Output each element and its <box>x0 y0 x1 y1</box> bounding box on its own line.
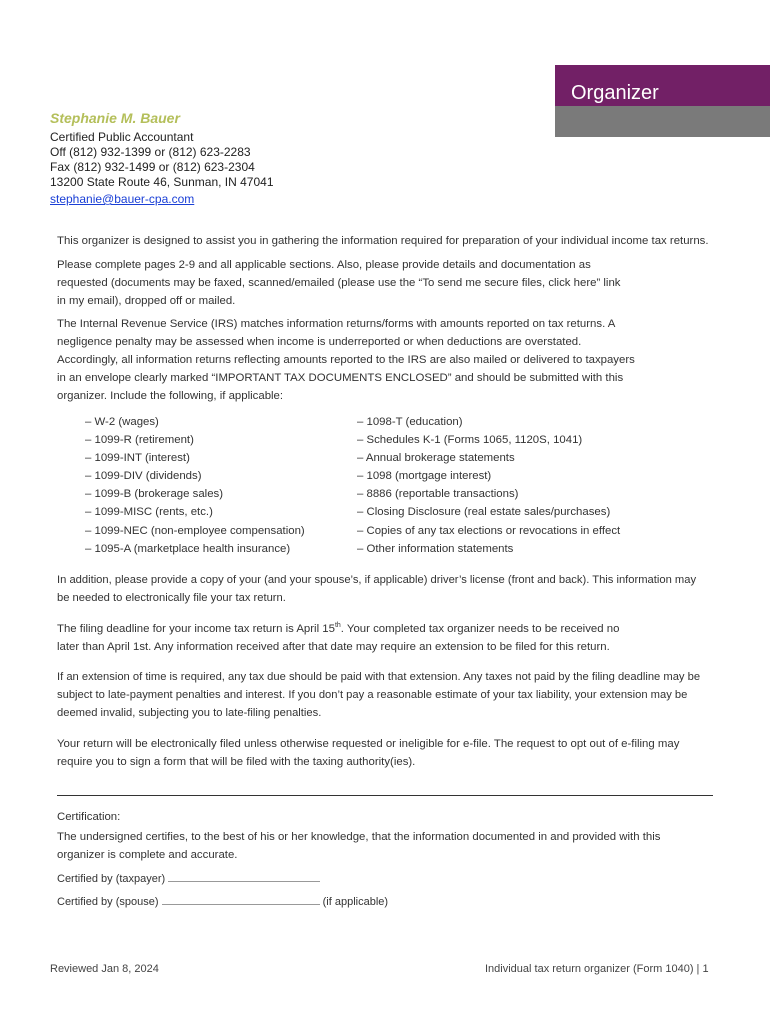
firm-name: Stephanie M. Bauer <box>50 110 180 126</box>
firm-info <box>50 110 530 208</box>
certification-line: The undersigned certifies, to the best of his or her knowledge, that the information documented in and provided with this <box>57 831 661 843</box>
irs-line: The Internal Revenue Service (IRS) matches information returns/forms with amounts reported on tax returns. A <box>57 318 616 330</box>
list-item: – 1098-T (education) <box>357 416 463 428</box>
deadline-paragraph <box>57 620 619 656</box>
list-item: – 1099-B (brokerage sales) <box>85 488 224 501</box>
list-item: – Other information statements <box>357 542 514 555</box>
banner-band <box>555 106 770 137</box>
spouse-label: Certified by (spouse) <box>57 896 159 908</box>
taxpayer-signature-row <box>57 870 660 888</box>
extension-line: If an extension of time is required, any tax due should be paid with that extension. Any taxes not paid by the filing deadline may be <box>57 671 701 683</box>
forms-list-right <box>357 413 620 558</box>
list-item: – Annual brokerage statements <box>357 452 515 465</box>
taxpayer-signature-line[interactable] <box>168 881 320 882</box>
spouse-suffix: (if applicable) <box>322 896 389 908</box>
list-item: – Copies of any tax elections or revocations in effect <box>357 524 621 537</box>
license-line: In addition, please provide a copy of your (and your spouse’s, if applicable) driver’s license (front and back). This information may <box>57 574 697 586</box>
license-line: be needed to electronically file your tax return. <box>57 592 286 604</box>
email-link[interactable]: stephanie@bauer-cpa.com <box>50 192 195 206</box>
list-item: – 1095-A (marketplace health insurance) <box>85 542 291 555</box>
efile-line: require you to sign a form that will be filed with the taxing authority(ies). <box>57 756 416 768</box>
fax-number: Fax (812) 932-1499 or (812) 623-2304 <box>50 160 255 174</box>
efile-paragraph <box>57 735 679 771</box>
section-divider <box>57 795 713 796</box>
page-label: Individual tax return organizer (Form 1040) | 1 <box>485 963 709 975</box>
firm-address: 13200 State Route 46, Sunman, IN 47041 <box>50 175 274 189</box>
intro-paragraph: This organizer is designed to assist you in gathering the information required for preparation of your individual income tax returns. <box>57 235 709 247</box>
list-item: – Closing Disclosure (real estate sales/purchases) <box>357 506 611 519</box>
irs-line: in an envelope clearly marked “IMPORTANT TAX DOCUMENTS ENCLOSED” and should be submitted with this <box>57 372 624 384</box>
spouse-signature-line[interactable] <box>162 904 320 905</box>
instructions-line: requested (documents may be faxed, scanned/emailed (please use the “To send me secure files, click here” link <box>57 277 621 289</box>
list-item: – 1099-MISC (rents, etc.) <box>85 506 213 519</box>
extension-paragraph <box>57 668 700 722</box>
irs-line: negligence penalty may be assessed when income is underreported or when deductions are overstated. <box>57 336 582 348</box>
deadline-line: The filing deadline for your income tax return is April 15th. Your completed tax organizer needs to be received no <box>57 622 620 635</box>
extension-line: deemed invalid, subjecting you to late-filing penalties. <box>57 707 322 719</box>
taxpayer-label: Certified by (taxpayer) <box>57 873 166 885</box>
organizer-banner <box>555 65 770 137</box>
irs-line: Accordingly, all information returns reflecting amounts reported to the IRS are also mailed or delivered to taxpayers <box>57 354 635 366</box>
extension-line: subject to late-payment penalties and interest. If you don’t pay a reasonable estimate of your tax liability, your extension may be <box>57 689 688 701</box>
certification-line: organizer is complete and accurate. <box>57 849 238 861</box>
list-item: – W-2 (wages) <box>85 416 159 428</box>
certification-heading: Certification: <box>57 811 121 823</box>
irs-line: organizer. Include the following, if applicable: <box>57 390 284 402</box>
list-item: – 1099-NEC (non-employee compensation) <box>85 524 305 537</box>
list-item: – 8886 (reportable transactions) <box>357 488 519 501</box>
irs-paragraph <box>57 315 635 405</box>
instructions-paragraph <box>57 256 621 310</box>
list-item: – 1099-INT (interest) <box>85 452 190 465</box>
office-phone: Off (812) 932-1399 or (812) 623-2283 <box>50 145 251 159</box>
license-paragraph <box>57 571 696 607</box>
forms-list-left <box>85 413 305 558</box>
efile-line: Your return will be electronically filed unless otherwise requested or ineligible for e-file. The request to opt out of e-filing may <box>57 738 680 750</box>
certification-section <box>57 808 660 911</box>
list-item: – 1098 (mortgage interest) <box>357 470 492 483</box>
instructions-line: in my email), dropped off or mailed. <box>57 295 236 307</box>
list-item: – 1099-DIV (dividends) <box>85 470 202 483</box>
list-item: – Schedules K-1 (Forms 1065, 1120S, 1041) <box>357 434 583 447</box>
spouse-signature-row <box>57 893 660 911</box>
banner-title: Organizer <box>555 65 770 106</box>
firm-title: Certified Public Accountant <box>50 130 194 144</box>
instructions-line: Please complete pages 2-9 and all applicable sections. Also, please provide details and documentation as <box>57 259 591 271</box>
reviewed-date: Reviewed Jan 8, 2024 <box>50 963 159 975</box>
deadline-line: later than April 1st. Any information received after that date may require an extension to be filed for this return. <box>57 641 610 653</box>
list-item: – 1099-R (retirement) <box>85 434 194 447</box>
